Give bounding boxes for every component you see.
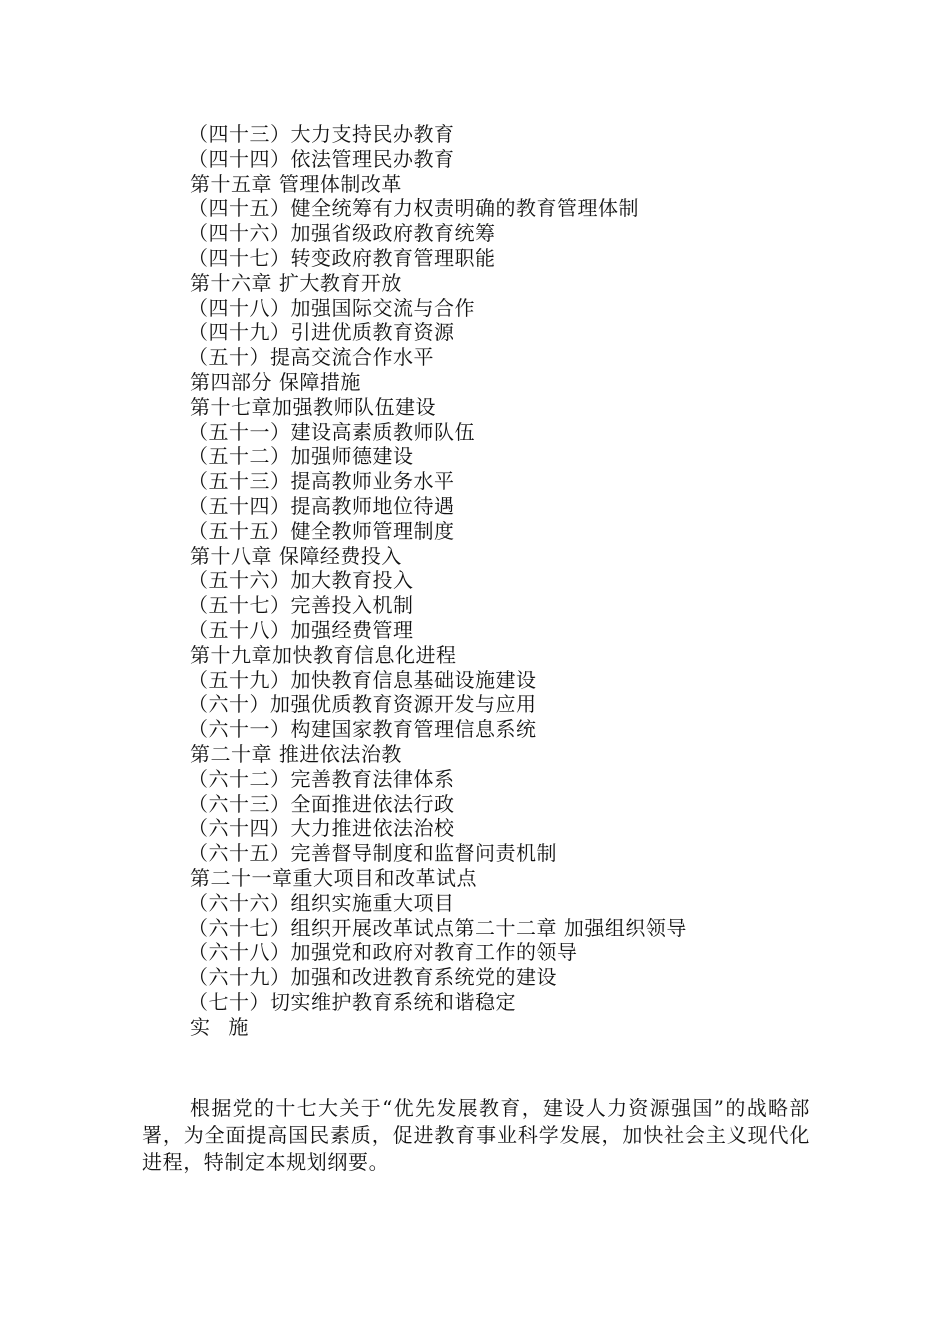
- toc-section-entry: （六十三）全面推进依法行政: [188, 791, 455, 816]
- table-of-contents: [190, 122, 830, 1039]
- toc-section-entry: （六十九）加强和改进教育系统党的建设: [188, 965, 557, 990]
- toc-section-entry: （五十七）完善投入机制: [188, 593, 414, 618]
- toc-section-entry: （五十八）加强经费管理: [188, 617, 414, 642]
- toc-section-entry: （六十六）组织实施重大项目: [188, 890, 455, 915]
- toc-section-entry: （六十八）加强党和政府对教育工作的领导: [188, 940, 578, 965]
- toc-section-entry: （四十四）依法管理民办教育: [188, 146, 455, 171]
- toc-implementation: 实 施: [190, 1014, 255, 1039]
- toc-section-entry: （四十三）大力支持民办教育: [188, 122, 455, 146]
- toc-section-entry: （五十四）提高教师地位待遇: [188, 493, 455, 518]
- intro-paragraph: 根据党的十七大关于“优先发展教育，建设人力资源强国”的战略部署，为全面提高国民素质，促进教育事业科学发展，加快社会主义现代化进程，特制定本规划纲要。: [142, 1096, 810, 1174]
- toc-section-entry: （四十九）引进优质教育资源: [188, 320, 455, 345]
- toc-section-entry: （四十六）加强省级政府教育统筹: [188, 221, 496, 246]
- toc-section-entry: （六十四）大力推进依法治校: [188, 816, 455, 841]
- toc-section-entry: （六十七）组织开展改革试点第二十二章 加强组织领导: [188, 915, 687, 940]
- toc-chapter-heading: 第四部分 保障措施: [190, 369, 361, 394]
- toc-section-entry: （五十）提高交流合作水平: [188, 345, 434, 370]
- toc-chapter-heading: 第十六章 扩大教育开放: [190, 270, 402, 295]
- toc-section-entry: （六十五）完善督导制度和监督问责机制: [188, 841, 557, 866]
- toc-section-entry: （五十五）健全教师管理制度: [188, 518, 455, 543]
- toc-section-entry: （六十一）构建国家教育管理信息系统: [188, 717, 537, 742]
- toc-section-entry: （七十）切实维护教育系统和谐稳定: [188, 989, 516, 1014]
- toc-chapter-heading: 第十九章加快教育信息化进程: [190, 642, 457, 667]
- toc-section-entry: （四十五）健全统筹有力权责明确的教育管理体制: [188, 196, 639, 221]
- toc-section-entry: （五十九）加快教育信息基础设施建设: [188, 667, 537, 692]
- toc-section-entry: （四十八）加强国际交流与合作: [188, 295, 475, 320]
- toc-chapter-heading: 第十七章加强教师队伍建设: [190, 394, 436, 419]
- toc-section-entry: （六十二）完善教育法律体系: [188, 766, 455, 791]
- toc-section-entry: （五十一）建设高素质教师队伍: [188, 419, 475, 444]
- toc-section-entry: （四十七）转变政府教育管理职能: [188, 245, 496, 270]
- toc-section-entry: （五十六）加大教育投入: [188, 568, 414, 593]
- toc-section-entry: （六十）加强优质教育资源开发与应用: [188, 692, 537, 717]
- toc-chapter-heading: 第十五章 管理体制改革: [190, 171, 402, 196]
- toc-section-entry: （五十二）加强师德建设: [188, 444, 414, 469]
- toc-section-entry: （五十三）提高教师业务水平: [188, 469, 455, 494]
- toc-chapter-heading: 第十八章 保障经费投入: [190, 543, 402, 568]
- toc-chapter-heading: 第二十章 推进依法治教: [190, 741, 402, 766]
- toc-chapter-heading: 第二十一章重大项目和改革试点: [190, 865, 477, 890]
